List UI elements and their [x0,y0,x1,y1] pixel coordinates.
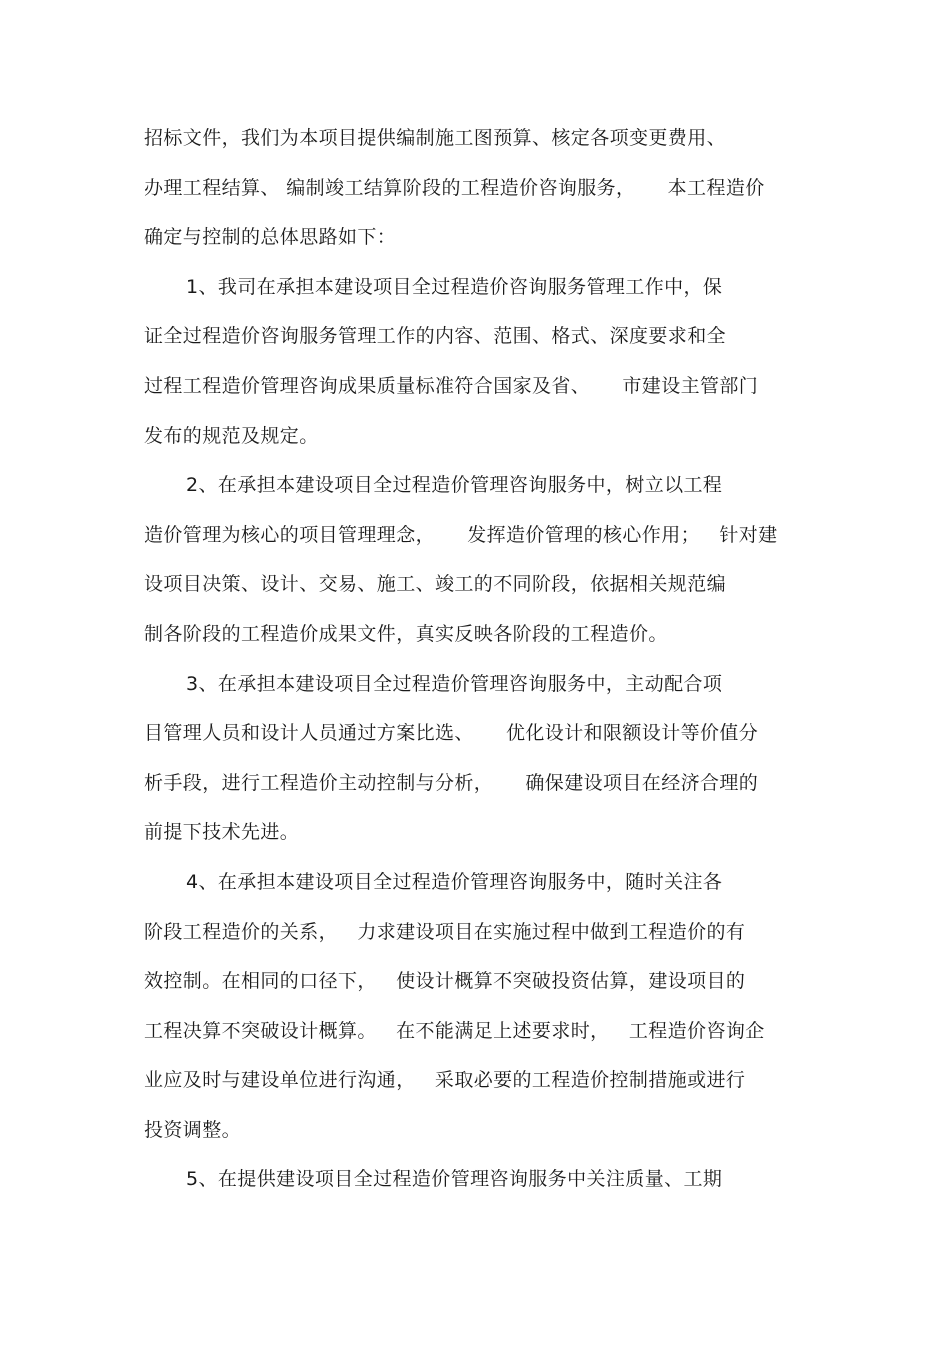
text-line: 发布的规范及规定。 [144,424,319,447]
paragraph-start-line: 5、在提供建设项目全过程造价管理咨询服务中关注质量、工期 [186,1168,723,1191]
text-line: 过程工程造价管理咨询成果质量标准符合国家及省、 市建设主管部门 [144,374,759,397]
text-line: 业应及时与建设单位进行沟通， 采取必要的工程造价控制措施或进行 [144,1069,746,1092]
paragraph-start-line: 4、在承担本建设项目全过程造价管理咨询服务中，随时关注各 [186,870,723,893]
text-line: 工程决算不突破设计概算。 在不能满足上述要求时， 工程造价咨询企 [144,1019,765,1042]
text-line: 效控制。在相同的口径下， 使设计概算不突破投资估算，建设项目的 [144,970,746,993]
paragraph-start-line: 2、在承担本建设项目全过程造价管理咨询服务中，树立以工程 [186,474,723,497]
text-line: 证全过程造价咨询服务管理工作的内容、范围、格式、深度要求和全 [144,325,727,348]
text-line: 目管理人员和设计人员通过方案比选、 优化设计和限额设计等价值分 [144,722,759,745]
body-text [144,118,824,1209]
text-line: 投资调整。 [144,1118,242,1141]
text-line: 制各阶段的工程造价成果文件，真实反映各阶段的工程造价。 [144,622,668,645]
text-line: 确定与控制的总体思路如下： [144,226,397,249]
text-line: 前提下技术先进。 [144,821,300,844]
paragraph-start-line: 3、在承担本建设项目全过程造价管理咨询服务中，主动配合项 [186,672,723,695]
text-line: 阶段工程造价的关系， 力求建设项目在实施过程中做到工程造价的有 [144,920,746,943]
text-line: 招标文件，我们为本项目提供编制施工图预算、核定各项变更费用、 [144,127,727,149]
text-line: 设项目决策、设计、交易、施工、竣工的不同阶段，依据相关规范编 [144,573,727,596]
text-line: 析手段，进行工程造价主动控制与分析， 确保建设项目在经济合理的 [144,771,759,794]
text-line: 造价管理为核心的项目管理理念， 发挥造价管理的核心作用； 针对建 [144,523,778,546]
paragraph-start-line: 1、我司在承担本建设项目全过程造价咨询服务管理工作中，保 [186,275,723,298]
text-line: 办理工程结算、 编制竣工结算阶段的工程造价咨询服务， 本工程造价 [144,176,765,199]
